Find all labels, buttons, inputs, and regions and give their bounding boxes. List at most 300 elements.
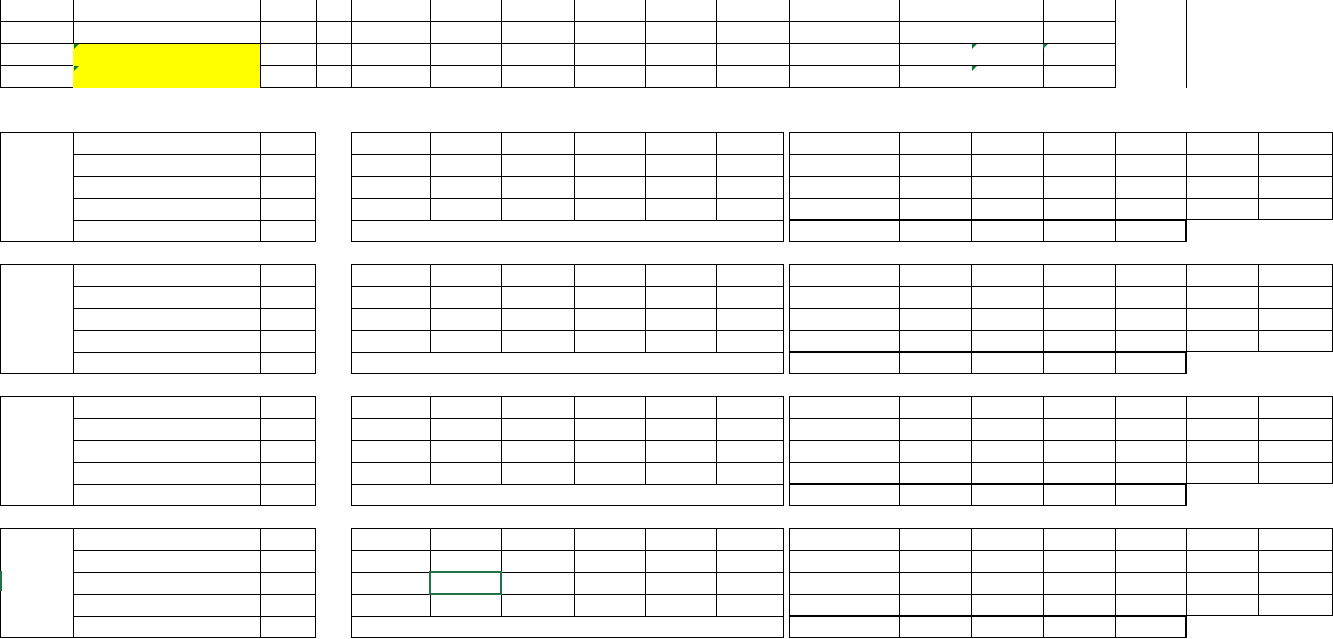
reference-price[interactable] xyxy=(971,286,1043,308)
call-strike-cell[interactable] xyxy=(645,572,716,594)
put-quote[interactable] xyxy=(1258,462,1333,484)
strike-header[interactable] xyxy=(430,264,645,286)
metric-value[interactable] xyxy=(260,550,316,572)
header-cell[interactable] xyxy=(789,22,899,44)
call-quote[interactable] xyxy=(1258,572,1333,594)
quote-header[interactable] xyxy=(789,396,899,418)
grid-line xyxy=(351,220,784,221)
header-cell[interactable] xyxy=(1043,22,1115,44)
total-points[interactable] xyxy=(899,352,971,374)
metric-value[interactable] xyxy=(260,418,316,440)
put-strike-cell[interactable] xyxy=(574,462,645,484)
header-cell[interactable] xyxy=(260,22,316,44)
total-points[interactable] xyxy=(1115,484,1186,506)
call-strike-cell[interactable] xyxy=(430,308,501,330)
reference-price[interactable] xyxy=(1115,286,1186,308)
put-strike-cell[interactable] xyxy=(351,330,430,352)
quote-header[interactable] xyxy=(899,528,971,550)
reference-price[interactable] xyxy=(1258,418,1333,440)
total-points[interactable] xyxy=(789,352,899,374)
call-strike-cell[interactable] xyxy=(501,440,574,462)
error-indicator-icon xyxy=(972,66,977,71)
total-points[interactable] xyxy=(1043,352,1115,374)
quote-header[interactable] xyxy=(1043,528,1115,550)
metric-label[interactable] xyxy=(73,286,260,308)
header-cell[interactable] xyxy=(645,22,716,44)
reference-price[interactable] xyxy=(899,418,971,440)
header-cell[interactable] xyxy=(316,66,351,88)
quote-header[interactable] xyxy=(971,264,1043,286)
quote-header[interactable] xyxy=(971,528,1043,550)
metric-label[interactable] xyxy=(73,264,260,286)
total-points[interactable] xyxy=(1043,220,1115,242)
metric-value[interactable] xyxy=(260,528,316,550)
header-cell[interactable] xyxy=(0,66,73,88)
header-label[interactable] xyxy=(574,0,645,22)
header-cell[interactable] xyxy=(899,22,971,44)
put-quote[interactable] xyxy=(1043,198,1115,220)
header-cell[interactable] xyxy=(971,66,1043,88)
put-strike-cell[interactable] xyxy=(645,330,716,352)
call-strike-cell[interactable] xyxy=(716,176,789,198)
call-strike-cell[interactable] xyxy=(645,440,716,462)
strike-header[interactable] xyxy=(430,528,645,550)
quote-header[interactable] xyxy=(1115,396,1186,418)
total-points[interactable] xyxy=(899,220,971,242)
metric-label[interactable] xyxy=(73,330,260,352)
total-points[interactable] xyxy=(971,220,1043,242)
put-quote[interactable] xyxy=(1043,462,1115,484)
weekly-header[interactable] xyxy=(430,110,501,132)
call-quote[interactable] xyxy=(1258,176,1333,198)
call-quote[interactable] xyxy=(971,176,1043,198)
header-cell[interactable] xyxy=(899,44,971,66)
metric-value[interactable] xyxy=(260,484,316,506)
put-quote[interactable] xyxy=(1186,462,1258,484)
step-desc[interactable] xyxy=(501,418,645,440)
call-quote[interactable] xyxy=(1115,176,1186,198)
header-cell[interactable] xyxy=(716,66,789,88)
conclusion-label[interactable] xyxy=(0,176,73,198)
reference-price[interactable] xyxy=(1258,154,1333,176)
call-quote[interactable] xyxy=(1115,572,1186,594)
reference-price[interactable] xyxy=(1115,154,1186,176)
call-quote[interactable] xyxy=(789,440,899,462)
metric-label[interactable] xyxy=(73,484,260,506)
header-cell[interactable] xyxy=(0,44,73,66)
put-strike-cell[interactable] xyxy=(501,594,574,616)
quote-header[interactable] xyxy=(789,264,899,286)
metric-label[interactable] xyxy=(73,616,260,638)
metric-value[interactable] xyxy=(260,440,316,462)
reference-price[interactable] xyxy=(1043,550,1115,572)
call-strike-cell[interactable] xyxy=(645,176,716,198)
metric-label[interactable] xyxy=(73,594,260,616)
put-quote[interactable] xyxy=(1258,198,1333,220)
put-strike-cell[interactable] xyxy=(645,462,716,484)
quote-header[interactable] xyxy=(1258,132,1333,154)
reference-price[interactable] xyxy=(899,286,971,308)
header-cell[interactable] xyxy=(1043,66,1115,88)
metric-label[interactable] xyxy=(73,550,260,572)
put-quote[interactable] xyxy=(899,330,971,352)
call-strike-cell[interactable] xyxy=(351,176,430,198)
put-strike-cell[interactable] xyxy=(501,198,574,220)
call-strike-cell[interactable] xyxy=(716,440,789,462)
call-quote[interactable] xyxy=(1115,440,1186,462)
reference-price[interactable] xyxy=(971,418,1043,440)
step-desc[interactable] xyxy=(501,286,645,308)
call-quote[interactable] xyxy=(899,572,971,594)
call-strike-cell[interactable] xyxy=(430,440,501,462)
metric-value[interactable] xyxy=(260,594,316,616)
call-strike-cell[interactable] xyxy=(351,308,430,330)
header-cell[interactable] xyxy=(574,22,645,44)
call-quote[interactable] xyxy=(1186,440,1258,462)
quote-header[interactable] xyxy=(1186,132,1258,154)
total-points[interactable] xyxy=(1043,616,1115,638)
call-quote[interactable] xyxy=(899,176,971,198)
call-quote[interactable] xyxy=(1043,572,1115,594)
header-cell[interactable] xyxy=(501,22,574,44)
weekly-label[interactable] xyxy=(351,528,430,550)
header-cell[interactable] xyxy=(716,22,789,44)
put-strike-cell[interactable] xyxy=(645,198,716,220)
reference-price[interactable] xyxy=(1043,418,1115,440)
quote-header[interactable] xyxy=(899,132,971,154)
quote-header[interactable] xyxy=(1258,396,1333,418)
header-cell[interactable] xyxy=(645,66,716,88)
put-quote[interactable] xyxy=(899,198,971,220)
put-strike-cell[interactable] xyxy=(501,462,574,484)
put-quote[interactable] xyxy=(1043,330,1115,352)
step-desc[interactable] xyxy=(501,154,645,176)
quote-header[interactable] xyxy=(789,528,899,550)
put-quote[interactable] xyxy=(789,330,899,352)
header-cell[interactable] xyxy=(574,66,645,88)
put-strike-cell[interactable] xyxy=(430,462,501,484)
conclusion-label[interactable] xyxy=(0,572,73,594)
metric-label[interactable] xyxy=(73,396,260,418)
metric-label[interactable] xyxy=(73,176,260,198)
metric-label[interactable] xyxy=(73,572,260,594)
header-cell[interactable] xyxy=(0,22,73,44)
quote-header[interactable] xyxy=(899,396,971,418)
header-cell[interactable] xyxy=(351,66,430,88)
total-points[interactable] xyxy=(1115,616,1186,638)
quote-header[interactable] xyxy=(1115,132,1186,154)
reference-price[interactable] xyxy=(1258,286,1333,308)
total-points[interactable] xyxy=(971,484,1043,506)
weekly-label[interactable] xyxy=(351,264,430,286)
metric-label[interactable] xyxy=(73,528,260,550)
header-cell[interactable] xyxy=(899,66,971,88)
step-label[interactable] xyxy=(351,550,430,572)
put-quote[interactable] xyxy=(1043,594,1115,616)
reference-price[interactable] xyxy=(1115,550,1186,572)
total-points[interactable] xyxy=(789,484,899,506)
header-label[interactable] xyxy=(430,0,501,22)
header-cell[interactable] xyxy=(789,66,899,88)
call-quote[interactable] xyxy=(1115,308,1186,330)
quote-header[interactable] xyxy=(899,264,971,286)
total-points[interactable] xyxy=(789,616,899,638)
metric-label[interactable] xyxy=(73,220,260,242)
total-points[interactable] xyxy=(1115,352,1186,374)
call-strike-cell[interactable] xyxy=(574,572,645,594)
reference-price[interactable] xyxy=(971,550,1043,572)
put-strike-cell[interactable] xyxy=(716,198,789,220)
put-quote[interactable] xyxy=(1186,330,1258,352)
put-quote[interactable] xyxy=(899,594,971,616)
quote-header[interactable] xyxy=(1043,396,1115,418)
metric-label[interactable] xyxy=(73,154,260,176)
metric-label[interactable] xyxy=(73,440,260,462)
put-quote[interactable] xyxy=(971,198,1043,220)
header-label[interactable] xyxy=(716,0,789,22)
call-strike-cell[interactable] xyxy=(351,572,430,594)
step-value[interactable] xyxy=(430,286,501,308)
header-cell[interactable] xyxy=(716,44,789,66)
header-cell[interactable] xyxy=(574,44,645,66)
put-quote[interactable] xyxy=(899,462,971,484)
metric-label[interactable] xyxy=(73,132,260,154)
total-points[interactable] xyxy=(899,484,971,506)
cross-header[interactable] xyxy=(971,110,1043,132)
cross-header[interactable] xyxy=(1043,110,1115,132)
weekly-label[interactable] xyxy=(351,132,430,154)
put-strike-cell[interactable] xyxy=(501,330,574,352)
call-quote[interactable] xyxy=(789,572,899,594)
put-strike-cell[interactable] xyxy=(430,330,501,352)
header-cell[interactable] xyxy=(430,66,501,88)
call-strike-cell[interactable] xyxy=(645,308,716,330)
header-cell[interactable] xyxy=(73,66,260,88)
header-cell[interactable] xyxy=(971,44,1043,66)
call-strike-cell[interactable] xyxy=(430,572,501,594)
header-cell[interactable] xyxy=(73,44,260,66)
header-label[interactable] xyxy=(260,0,316,22)
call-quote[interactable] xyxy=(971,572,1043,594)
quote-header[interactable] xyxy=(1115,528,1186,550)
put-quote[interactable] xyxy=(1258,330,1333,352)
reference-price[interactable] xyxy=(1043,286,1115,308)
call-strike-cell[interactable] xyxy=(716,572,789,594)
header-cell[interactable] xyxy=(260,44,316,66)
header-cell[interactable] xyxy=(316,22,351,44)
put-quote[interactable] xyxy=(1115,594,1186,616)
quote-header[interactable] xyxy=(1186,528,1258,550)
put-quote[interactable] xyxy=(789,462,899,484)
metric-value[interactable] xyxy=(260,286,316,308)
step-desc[interactable] xyxy=(501,550,645,572)
step-value[interactable] xyxy=(430,154,501,176)
call-quote[interactable] xyxy=(1258,440,1333,462)
put-quote[interactable] xyxy=(971,594,1043,616)
header-cell[interactable] xyxy=(73,22,260,44)
call-quote[interactable] xyxy=(1043,176,1115,198)
header-cell[interactable] xyxy=(430,44,501,66)
header-label[interactable] xyxy=(316,0,351,22)
call-strike-cell[interactable] xyxy=(501,308,574,330)
header-cell[interactable] xyxy=(789,44,899,66)
reference-price[interactable] xyxy=(1115,418,1186,440)
put-strike-cell[interactable] xyxy=(716,594,789,616)
header-cell[interactable] xyxy=(1043,44,1115,66)
metric-label[interactable] xyxy=(73,308,260,330)
put-strike-cell[interactable] xyxy=(430,198,501,220)
header-cell[interactable] xyxy=(971,22,1043,44)
metric-label[interactable] xyxy=(73,462,260,484)
call-quote[interactable] xyxy=(971,308,1043,330)
call-quote[interactable] xyxy=(1186,308,1258,330)
strike-header[interactable] xyxy=(430,396,645,418)
put-strike-cell[interactable] xyxy=(351,198,430,220)
metric-value[interactable] xyxy=(260,462,316,484)
reference-price[interactable] xyxy=(1186,154,1258,176)
total-points[interactable] xyxy=(1043,484,1115,506)
put-quote[interactable] xyxy=(1115,462,1186,484)
header-label[interactable] xyxy=(0,0,73,22)
put-strike-cell[interactable] xyxy=(574,594,645,616)
call-strike-cell[interactable] xyxy=(501,176,574,198)
header-cell[interactable] xyxy=(430,22,501,44)
quote-header[interactable] xyxy=(1043,132,1115,154)
conclusion-label[interactable] xyxy=(0,308,73,330)
total-points[interactable] xyxy=(899,616,971,638)
header-cell[interactable] xyxy=(260,66,316,88)
total-points[interactable] xyxy=(971,352,1043,374)
put-quote[interactable] xyxy=(971,330,1043,352)
put-quote[interactable] xyxy=(1115,198,1186,220)
header-cell[interactable] xyxy=(645,44,716,66)
strike-header[interactable] xyxy=(430,132,645,154)
put-quote[interactable] xyxy=(1258,594,1333,616)
metric-value[interactable] xyxy=(260,220,316,242)
call-quote[interactable] xyxy=(1043,440,1115,462)
put-strike-cell[interactable] xyxy=(716,330,789,352)
quote-header[interactable] xyxy=(1115,264,1186,286)
header-cell[interactable] xyxy=(351,44,430,66)
step-value[interactable] xyxy=(430,550,501,572)
header-label[interactable] xyxy=(1043,0,1115,22)
quote-header[interactable] xyxy=(971,396,1043,418)
metric-value[interactable] xyxy=(260,132,316,154)
call-quote[interactable] xyxy=(1186,572,1258,594)
quote-header[interactable] xyxy=(1043,264,1115,286)
metric-value[interactable] xyxy=(260,308,316,330)
header-label[interactable] xyxy=(645,0,716,22)
quote-header[interactable] xyxy=(789,132,899,154)
weekly-label[interactable] xyxy=(351,396,430,418)
header-cell[interactable] xyxy=(501,44,574,66)
metric-label[interactable] xyxy=(73,198,260,220)
call-quote[interactable] xyxy=(789,308,899,330)
quote-header[interactable] xyxy=(1186,264,1258,286)
reference-price[interactable] xyxy=(899,550,971,572)
conclusion-label[interactable] xyxy=(0,440,73,462)
call-quote[interactable] xyxy=(971,440,1043,462)
call-strike-cell[interactable] xyxy=(430,176,501,198)
metric-label[interactable] xyxy=(73,352,260,374)
put-strike-cell[interactable] xyxy=(574,330,645,352)
call-strike-cell[interactable] xyxy=(574,440,645,462)
total-points[interactable] xyxy=(789,220,899,242)
put-quote[interactable] xyxy=(1115,330,1186,352)
call-strike-cell[interactable] xyxy=(574,308,645,330)
header-label[interactable] xyxy=(899,0,971,22)
call-quote[interactable] xyxy=(1043,308,1115,330)
call-strike-cell[interactable] xyxy=(574,176,645,198)
call-quote[interactable] xyxy=(789,176,899,198)
put-strike-cell[interactable] xyxy=(574,198,645,220)
put-quote[interactable] xyxy=(789,198,899,220)
reference-price[interactable] xyxy=(1186,550,1258,572)
step-label[interactable] xyxy=(351,418,430,440)
header-label[interactable] xyxy=(789,0,899,22)
call-quote[interactable] xyxy=(899,308,971,330)
metric-value[interactable] xyxy=(260,198,316,220)
put-quote[interactable] xyxy=(1186,198,1258,220)
call-quote[interactable] xyxy=(1186,176,1258,198)
reference-price[interactable] xyxy=(1186,418,1258,440)
reference-price[interactable] xyxy=(899,154,971,176)
call-quote[interactable] xyxy=(899,440,971,462)
quote-header[interactable] xyxy=(1258,264,1333,286)
metric-value[interactable] xyxy=(260,396,316,418)
put-strike-cell[interactable] xyxy=(716,462,789,484)
header-label[interactable] xyxy=(73,0,260,22)
metric-value[interactable] xyxy=(260,330,316,352)
metric-value[interactable] xyxy=(260,154,316,176)
metric-value[interactable] xyxy=(260,616,316,638)
total-points[interactable] xyxy=(971,616,1043,638)
put-strike-cell[interactable] xyxy=(430,594,501,616)
step-label[interactable] xyxy=(351,286,430,308)
put-strike-cell[interactable] xyxy=(645,594,716,616)
metric-value[interactable] xyxy=(260,176,316,198)
put-quote[interactable] xyxy=(789,594,899,616)
reference-price[interactable] xyxy=(1043,154,1115,176)
metric-value[interactable] xyxy=(260,264,316,286)
header-cell[interactable] xyxy=(316,44,351,66)
put-strike-cell[interactable] xyxy=(351,462,430,484)
metric-value[interactable] xyxy=(260,572,316,594)
put-quote[interactable] xyxy=(1186,594,1258,616)
reference-price[interactable] xyxy=(1258,550,1333,572)
call-quote[interactable] xyxy=(1258,308,1333,330)
header-cell[interactable] xyxy=(351,22,430,44)
total-points[interactable] xyxy=(1115,220,1186,242)
reference-price[interactable] xyxy=(971,154,1043,176)
step-label[interactable] xyxy=(351,154,430,176)
call-strike-cell[interactable] xyxy=(501,572,574,594)
header-cell[interactable] xyxy=(501,66,574,88)
call-strike-cell[interactable] xyxy=(351,440,430,462)
reference-price[interactable] xyxy=(1186,286,1258,308)
put-strike-cell[interactable] xyxy=(351,594,430,616)
put-quote[interactable] xyxy=(971,462,1043,484)
header-label[interactable] xyxy=(351,0,430,22)
call-strike-cell[interactable] xyxy=(716,308,789,330)
metric-value[interactable] xyxy=(260,352,316,374)
header-label[interactable] xyxy=(501,0,574,22)
quote-header[interactable] xyxy=(1258,528,1333,550)
quote-header[interactable] xyxy=(1186,396,1258,418)
step-value[interactable] xyxy=(430,418,501,440)
metric-label[interactable] xyxy=(73,418,260,440)
quote-header[interactable] xyxy=(971,132,1043,154)
